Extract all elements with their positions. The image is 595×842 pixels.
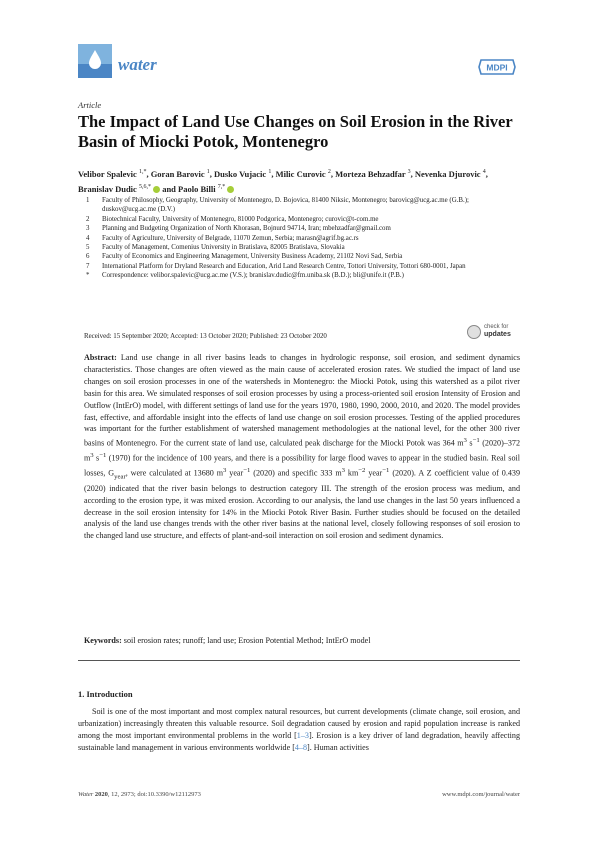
affiliation-item [78, 196, 520, 215]
journal-logo-icon [78, 44, 112, 78]
author-affiliation-sup: 4 [482, 169, 486, 175]
affiliation-item [78, 243, 520, 252]
abstract-text: , were calculated at 13680 m [125, 468, 224, 478]
author-name[interactable]: Branislav Dudic [78, 183, 137, 194]
keywords [84, 636, 520, 645]
author-affiliation-sup: 1 [206, 169, 210, 175]
author-affiliation-sup: 7,* [217, 183, 226, 190]
abstract-sup: 3 [90, 451, 94, 459]
intro-text: ]. Human activities [307, 742, 369, 752]
keywords-label: Keywords: [84, 636, 122, 645]
affiliation-item [78, 252, 520, 261]
citation-link[interactable]: 1–3 [296, 730, 309, 740]
affiliation-number: 7 [86, 262, 90, 270]
affiliation-number: * [86, 272, 90, 280]
abstract-sup: 3 [223, 466, 227, 474]
author-affiliation-sup: 1,* [138, 169, 147, 175]
abstract-text: (2020)–372 m [84, 439, 520, 463]
author-name[interactable]: Dusko Vujacic [213, 168, 267, 179]
section-heading: 1. Introduction [78, 689, 133, 699]
author-affiliation-sup: 5,6,* [138, 183, 151, 190]
author-name[interactable]: Milic Curovic [275, 168, 326, 179]
author-affiliation-sup: 3 [407, 169, 411, 175]
author-conjunction: and [162, 183, 176, 194]
author-name[interactable]: Paolo Billi [178, 183, 216, 194]
affiliation-text: Faculty of Economics and Engineering Management, University Business Academy, 21102 Novi Sad, Serbia [102, 253, 403, 261]
affiliation-number: 3 [86, 225, 90, 233]
publication-dates: Received: 15 September 2020; Accepted: 13 October 2020; Published: 23 October 2020 [84, 333, 327, 340]
affiliation-number: 1 [86, 197, 90, 204]
keywords-text: soil erosion rates; runoff; land use; Erosion Potential Method; IntErO model [121, 636, 371, 645]
mdpi-logo-icon[interactable] [477, 57, 517, 77]
author-list: Velibor Spalevic $^{1,*}$, Goran Barovic $^1$, Dusko Vujacic $^1$, Milic Curovic $^2$, Morteza Behzadfar $^3$, Nevenka Djurovic $^4$, Branislav Dudic $^{5,6,*}$ and Paolo Billi $^{7,*}$ [78, 168, 488, 194]
affiliation-number: 4 [86, 234, 90, 242]
orcid-icon[interactable] [153, 186, 160, 193]
affiliation-item [78, 224, 520, 233]
citation-link[interactable]: 4–8 [294, 742, 308, 752]
footer-citation [78, 791, 201, 798]
check-updates-icon [467, 325, 481, 339]
author-name[interactable]: Goran Barovic [150, 168, 205, 179]
affiliation-item [78, 271, 520, 280]
article-title: The Impact of Land Use Changes on Soil Erosion in the River Basin of Miocki Potok, Montenegro [78, 112, 513, 151]
affiliation-text: Faculty of Agriculture, University of Belgrade, 11070 Zemun, Serbia; marasn@agrif.bg.ac.rs [102, 234, 359, 242]
abstract-sup: −1 [243, 466, 251, 474]
orcid-icon[interactable] [227, 186, 234, 193]
affiliation-text: Faculty of Philosophy, Geography, University of Montenegro, D. Bojovica, 81400 Niksic, Montenegro; barovicg@ucg.ac.me (G.B.); duskov@ucg.ac.me (D.V.) [102, 197, 469, 214]
abstract-label: Abstract: [84, 353, 117, 362]
divider [78, 660, 520, 661]
check-updates-line1: check for [484, 324, 509, 330]
abstract-sup: −1 [382, 466, 390, 474]
author-name[interactable]: Velibor Spalevic [78, 168, 137, 179]
abstract-sup: 3 [341, 466, 346, 474]
abstract-sup: 3 [463, 437, 467, 445]
affiliation-number: 5 [86, 244, 90, 252]
affiliation-number: 6 [86, 253, 90, 261]
author-affiliation-sup: 1 [268, 169, 272, 175]
abstract-sup: −1 [472, 437, 480, 445]
affiliation-item [78, 215, 520, 224]
affiliation-text: Correspondence: velibor.spalevic@ucg.ac.me (V.S.); branislav.dudic@fm.uniba.sk (B.D.); bli@unife.it (P.B.) [102, 272, 404, 280]
affiliation-text: International Platform for Dryland Research and Education, Arid Land Research Centre, Tottori University, Tottori 680-0001, Japan [102, 262, 466, 270]
author-name[interactable]: Morteza Behzadfar [335, 168, 406, 179]
intro-text: ]. Erosion is a key driver of land degradation, heavily affecting sustainable land management in various environments worldwide [ [78, 730, 520, 752]
author-affiliation-sup: 2 [327, 169, 331, 175]
affiliation-text: Biotechnical Faculty, University of Montenegro, 81000 Podgorica, Montenegro; curovic@t-com.me [102, 215, 379, 223]
abstract-text: (2020). A Z coefficient value of 0.439 (2020) indicated that the river basin belongs to destruction category III. The strength of the erosion process was medium, and according to the erosion type, it was mixed erosion. According to our analysis, the land use changes in the last 50 years influenced a decrease in the soil erosion intensity for 14% in the Miocki Potok River Basin. Further studies should be focused on the detailed analysis of the land use changes trends with the other river basins at the national level, closely following responses of soil erosion to the changed land use structure, and effects of plant-and-soil interaction on soil erosion and sediment dynamics. [84, 468, 521, 541]
abstract-text: s [466, 439, 473, 449]
footer-citation-text: , 12, 2973; doi:10.3390/w12112973 [107, 791, 201, 798]
footer-year: 2020 [94, 791, 108, 798]
abstract-text: year [365, 468, 383, 478]
affiliation-item [78, 262, 520, 271]
affiliations [78, 196, 520, 281]
abstract-text: year [226, 468, 244, 478]
abstract-text: s [93, 453, 100, 463]
affiliation-text: Faculty of Management, Comenius University in Bratislava, 82005 Bratislava, Slovakia [102, 244, 345, 252]
affiliation-item [78, 234, 520, 243]
check-for-updates-button[interactable] [467, 323, 523, 343]
abstract-sub: year [114, 472, 126, 480]
intro-text: Soil is one of the most important and most complex natural resources, but current developments (climate change, soil erosion, and urbanization) increasingly threaten this valuable resource. Soil degradation caused by erosion and rapid population increase is ranked among the most important environmental problems in the world [ [78, 707, 520, 740]
footer-journal: Water [78, 791, 94, 798]
journal-name[interactable]: water [118, 55, 157, 74]
abstract-text: Land use change in all river basins leads to changes in hydrologic response, soil erosion, and sediment dynamics characteristics. Those changes are often viewed as the main cause of accelerated erosion rates. We studied the impact of land use changes on soil erosion processes in one of the watersheds in Montenegro: the Miocki Potok, using this watershed as a pilot river basin for this area. We simulated responses of soil erosion processes by using a process-oriented soil erosion Intensity of Erosion and Outflow (IntErO) model, with different settings of land use for the years 1970, 1980, 1990, 2000, 2010, and 2020. The model provides fast, effective, and affordable insight into the effects of land use change on soil erosion processes. Testing of the applied procedures was important for the further establishment of watershed management methodologies at the national level, for the other 300 river basins of Montenegro. For the current state of land use, calculated peak discharge for the Miocki Potok was 364 m [84, 353, 520, 449]
abstract-text: km [345, 468, 359, 478]
abstract [84, 352, 520, 542]
abstract-text: (1970) for the incidence of 100 years, and there is a possibility for large flood waves to appear in the studied basin. Real soil losses, G [84, 453, 520, 478]
abstract-sup: −2 [358, 466, 366, 474]
author-name[interactable]: Nevenka Djurovic [414, 168, 481, 179]
abstract-text: (2020) and specific 333 m [250, 468, 342, 478]
footer-url[interactable]: www.mdpi.com/journal/water [442, 791, 520, 798]
article-type: Article [78, 100, 102, 110]
affiliation-text: Planning and Budgeting Organization of North Khorasan, Bojnurd 94714, Iran; mbehzadfar@gmail.com [102, 225, 391, 233]
mdpi-logo-text: MDPI [486, 62, 508, 73]
abstract-sup: −1 [99, 451, 107, 459]
check-updates-line2: updates [484, 331, 511, 338]
affiliation-number: 2 [86, 215, 90, 223]
introduction-paragraph [78, 706, 520, 754]
